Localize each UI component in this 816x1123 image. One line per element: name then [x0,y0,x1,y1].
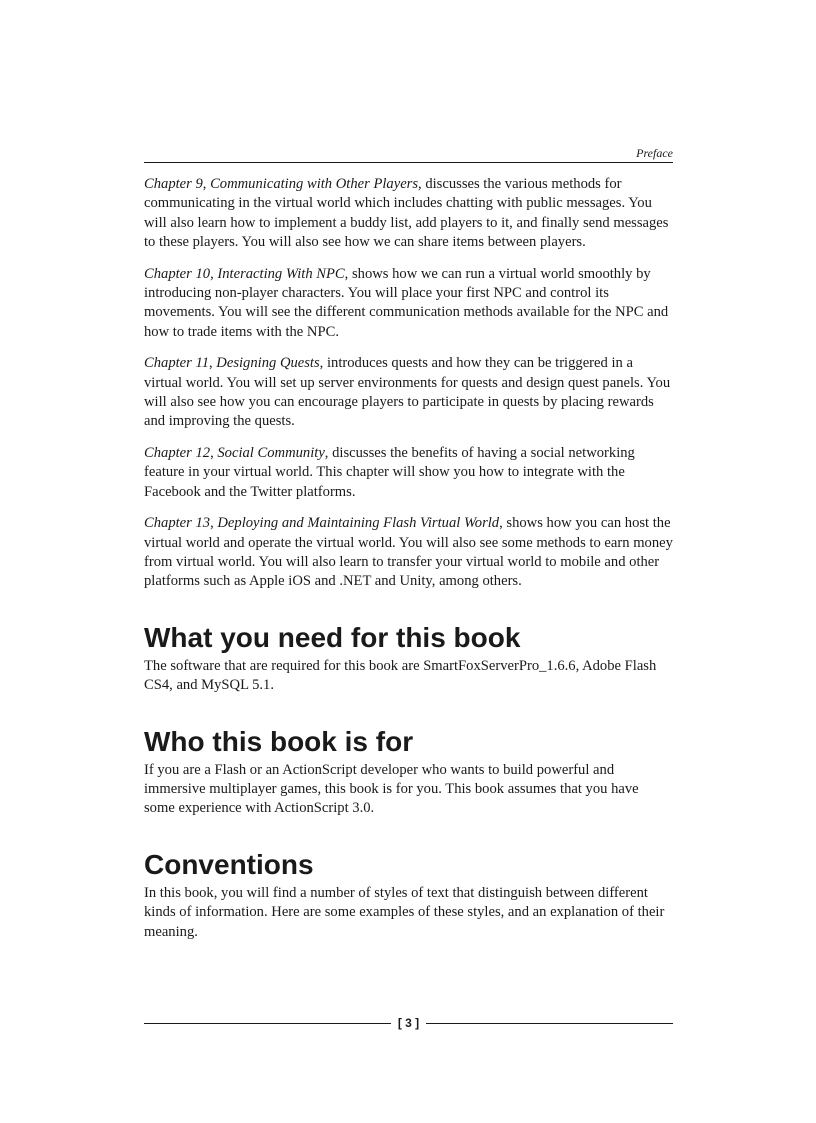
chapter-11-summary: Chapter 11, Designing Quests, introduces quests and how they can be triggered in a virtual world. You will set up server environments for quests and design quest panels. You will also see how you can encourage players to participate in quests by placing rewards and improving the quests. [144,355,671,430]
heading-what-you-need: What you need for this book [144,621,521,653]
chapter-ref: Chapter 10 [144,265,211,282]
footer-rule-right [426,1023,673,1024]
chapter-title: Social Community [217,444,325,461]
chapter-12-summary: Chapter 12, Social Community, discusses the benefits of having a social networking feature in your virtual world. This chapter will show you how to integrate with the Facebook and the Twitter platforms. [144,444,635,500]
chapter-description: , introduces quests and how they can be triggered in a virtual world. You will set up server environments for quests and design quest panels. You will also see how you can encourage players to participate in quests by placing rewards and improving the quests. [144,355,671,430]
chapter-title: Designing Quests [216,355,320,372]
chapter-description: , discusses the benefits of having a social networking feature in your virtual world. This chapter will show you how to integrate with the Facebook and the Twitter platforms. [144,444,635,500]
chapter-10-summary: Chapter 10, Interacting With NPC, shows how we can run a virtual world smoothly by introducing non-player characters. You will place your first NPC and control its movements. You will see the different communication methods available for the NPC and how to trade items with the NPC. [144,265,669,340]
chapter-ref: Chapter 13 [144,515,211,532]
page-footer [144,1013,673,1033]
chapter-title: Communicating with Other Players [210,176,419,192]
chapter-description: , discusses the various methods for communicating in the virtual world which includes chatting with public messages. You will also learn how to implement a buddy list, add players to it, and finally send messages to these players. You will also see how we can share items between players. [144,176,669,251]
heading-who-this-book-is-for: Who this book is for [144,725,414,757]
conventions-text: In this book, you will find a number of styles of text that distinguish between different kinds of information. Here are some examples of these styles, and an explanation of their meaning. [144,884,665,940]
section-title: Preface [636,146,673,160]
chapter-title: Deploying and Maintaining Flash Virtual World [217,515,500,532]
page-content [144,175,673,954]
chapter-ref: Chapter 11 [144,355,209,372]
chapter-ref: Chapter 12 [144,444,211,461]
footer-rule-left [144,1023,391,1024]
chapter-9-summary: Chapter 9, Communicating with Other Players, discusses the various methods for communicating in the virtual world which includes chatting with public messages. You will also learn how to implement a buddy list, add players to it, and finally send messages to these players. You will also see how we can share items between players. [144,176,669,251]
chapter-title: Interacting With NPC [217,265,345,282]
chapter-description: , shows how we can run a virtual world smoothly by introducing non-player characters. You will place your first NPC and control its movements. You will see the different communication methods available for the NPC and how to trade items with the NPC. [144,265,669,340]
chapter-ref: Chapter 9 [144,176,203,192]
chapter-13-summary: Chapter 13, Deploying and Maintaining Flash Virtual World, shows how you can host the virtual world and operate the virtual world. You will also see some methods to earn money from virtual world. You will also learn to transfer your virtual world to mobile and other platforms such as Apple iOS and .NET and Unity, among others. [144,515,673,590]
chapter-description: , shows how you can host the virtual world and operate the virtual world. You will also see some methods to earn money from virtual world. You will also learn to transfer your virtual world to mobile and other platforms such as Apple iOS and .NET and Unity, among others. [144,515,673,590]
heading-conventions: Conventions [144,848,314,880]
who-this-book-is-for-text: If you are a Flash or an ActionScript developer who wants to build powerful and immersive multiplayer games, this book is for you. This book assumes that you have some experience with ActionScript 3.0. [144,761,639,817]
page-number: [ 3 ] [397,1016,420,1030]
what-you-need-text: The software that are required for this book are SmartFoxServerPro_1.6.6, Adobe Flash CS4, and MySQL 5.1. [144,657,657,694]
running-head [144,144,673,163]
